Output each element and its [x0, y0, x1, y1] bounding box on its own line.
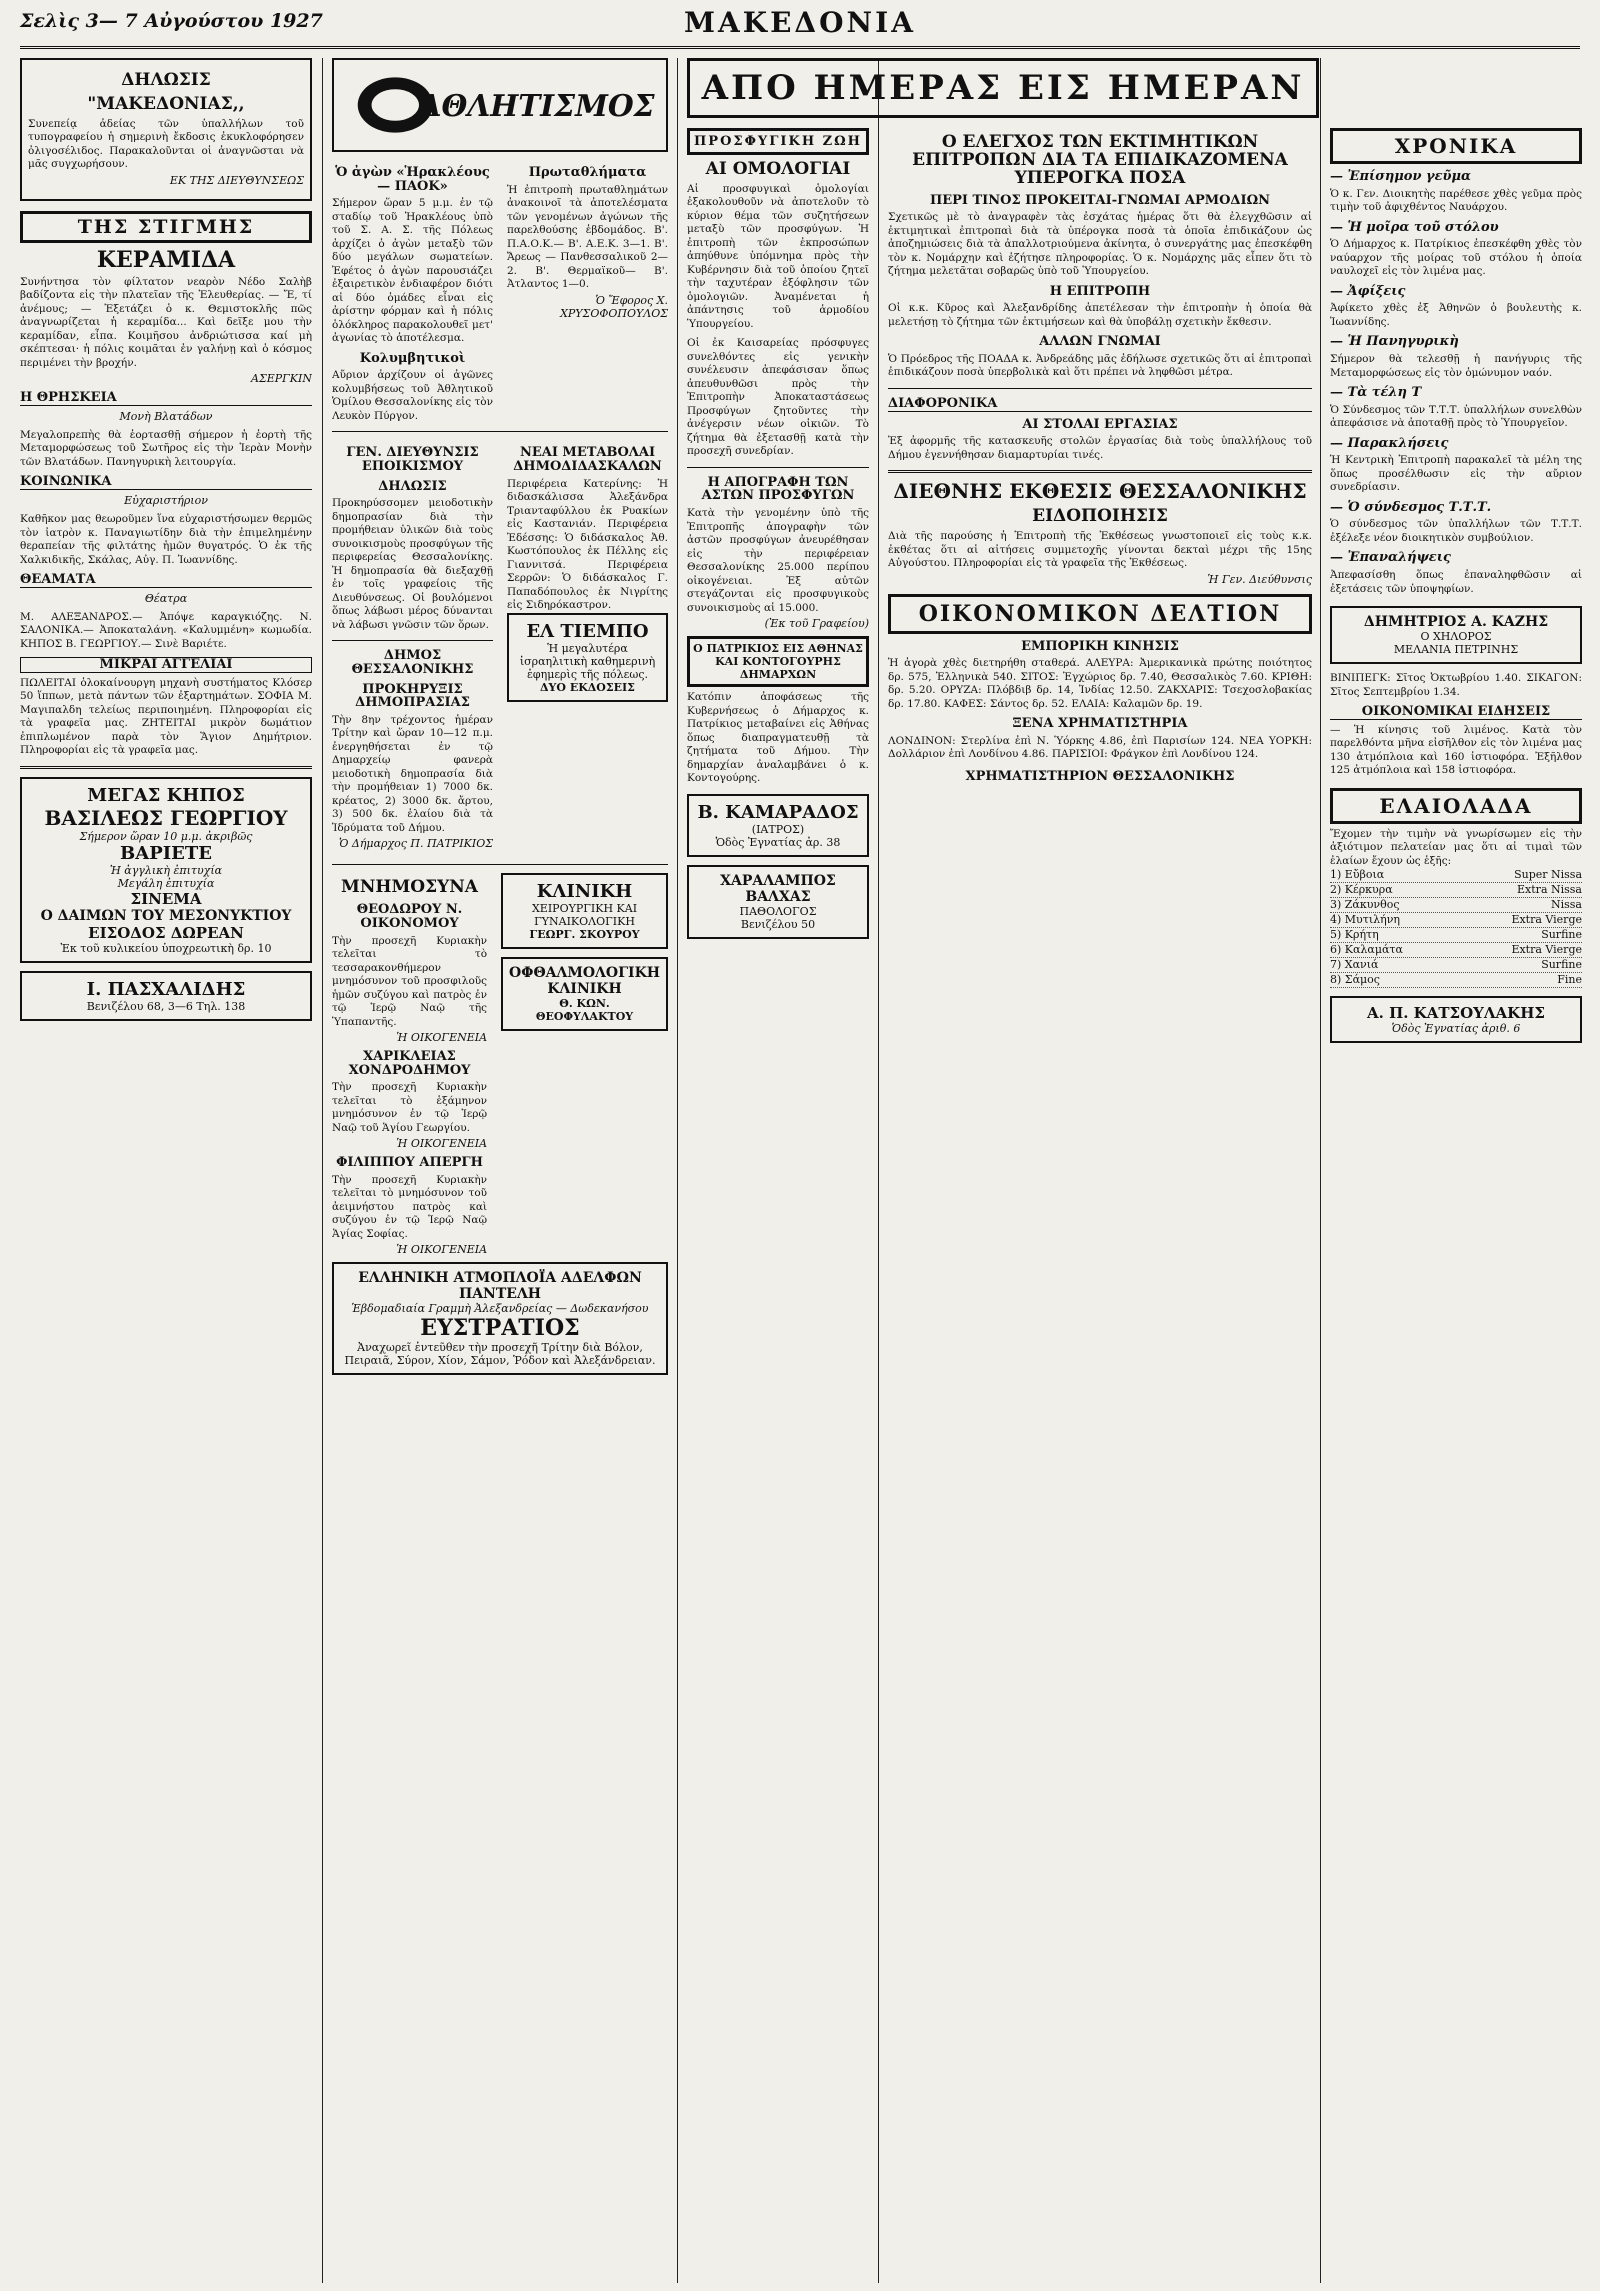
- section-title: ΟΙΚΟΝΟΜΙΚΑΙ ΕΙΔΗΣΕΙΣ: [1330, 705, 1582, 720]
- news-headline: — Ἀφίξεις: [1330, 283, 1406, 299]
- news-text: Σήμερον θὰ τελεσθῇ ἡ πανήγυρις τῆς Μεταμορφώσεως εἰς τὸν ὁμώνυμον ναόν.: [1330, 353, 1582, 379]
- news-headline: — Ὁ σύνδεσμος Τ.Τ.Τ.: [1330, 499, 1492, 515]
- article-text: Κατὰ τὴν γενομένην ὑπὸ τῆς Ἐπιτροπῆς ἀπογραφὴν τῶν ἀστῶν προσφύγων ἀνευρέθησαν εἰς τὴν περιφέρειαν Θεσσαλονίκης 25.000 περίπου οἰκογένειαι. Ἐξ αὐτῶν στεγάζονται εἰς προσφυγικοὺς συνοικισμοὺς αἱ 15.000.: [687, 507, 869, 614]
- list-item-value: Nissa: [1551, 898, 1582, 912]
- section-title: ΚΟΙΝΩΝΙΚΑ: [20, 475, 312, 490]
- masthead: [20, 6, 1580, 49]
- article-text: Συνήντησα τὸν φίλτατον νεαρὸν Νέδο Σαλὴβ βαδίζοντα εἰς τὴν πλατεῖαν τῆς Ἐλευθερίας. — Ἔ, τί ἀνέμους; — Ἐξετάζει ὁ κ. Θεμιστοκλῆς πῶς ἀναγνωρίζεται ἡ κεραμίδα... Καὶ δεῖξε μου τὴν κεραμίδαν, εἶπα. Κοιμῆσου ἀνδριώτισσα καί μὴ σκέπτεσαι· ἡ πόλις κοιμᾶται ἐν γαλήνῃ καὶ ὁ κόσμος περιμένει τὴν βροχήν.: [20, 275, 312, 369]
- list-item-name: 2) Κέρκυρα: [1330, 883, 1393, 897]
- notice-text: Προκηρύσσομεν μειοδοτικὴν δημοπρασίαν διὰ τὴν προμήθειαν ὑλικῶν διὰ τοὺς συνοικισμοὺς προσφύγων τῆς περιφερείας Θεσσαλονίκης. Ἡ δημοπρασία θὰ διεξαχθῇ ἐν τοῖς γραφείοις τῆς Διευθύνσεως. Οἱ βουλόμενοι ὅπως λάβωσι μέρος δύνανται νὰ λάβωσι γνῶσιν τῶν ὅρων.: [332, 497, 493, 631]
- clinic-advertisement: [501, 873, 668, 949]
- news-text: Ὁ Σύνδεσμος τῶν Τ.Τ.Τ. ὑπαλλήλων συνελθὼν ἀπεφάσισε νὰ ἀποταθῇ πρὸς τὸ Ὑπουργεῖον.: [1330, 403, 1582, 430]
- list-item-name: 3) Ζάκυνθος: [1330, 898, 1400, 912]
- ad-address: Βενιζέλου 68, 3—6 Τηλ. 138: [86, 999, 246, 1013]
- memorial-text: Τὴν προσεχῆ Κυριακὴν τελεῖται τὸ τεσσαρακονθήμερον μνημόσυνον τοῦ προσφιλοῦς ἡμῶν συζύγου καὶ πατρὸς ἐν τῷ Ἱερῷ Ναῷ τῆς Ὑπαπαντῆς.: [332, 934, 488, 1028]
- ad-text: Ἔχομεν τὴν τιμὴν νὰ γνωρίσωμεν εἰς τὴν ἀξιότιμον πελατείαν μας ὅτι αἱ τιμαὶ τῶν ἐλαίων ἔχουν ὡς ἑξῆς:: [1330, 827, 1582, 867]
- article-headline: ΞΕΝΑ ΧΡΗΜΑΤΙΣΤΗΡΙΑ: [1012, 716, 1188, 732]
- article-headline: ΕΜΠΟΡΙΚΗ ΚΙΝΗΣΙΣ: [1021, 638, 1179, 654]
- list-item: [1330, 928, 1582, 943]
- ad-name: Ι. ΠΑΣΧΑΛΙΔΗΣ: [86, 978, 246, 1000]
- page-banner-title: ΑΠΟ ΗΜΕΡΑΣ ΕΙΣ ΗΜΕΡΑΝ: [687, 58, 1319, 118]
- article-text: Μεγαλοπρεπὴς θὰ ἑορτασθῇ σήμερον ἡ ἑορτὴ τῆς Μεταμορφώσεως τοῦ Σωτῆρος εἰς τὴν Ἱερὰν Μονὴν τῶν Βλατάδων. Πανηγυρικὴ λειτουργία.: [20, 428, 312, 468]
- article-headline: ΑΙ ΟΜΟΛΟΓΙΑΙ: [705, 159, 851, 179]
- memorial-name: ΘΕΟΔΩΡΟΥ Ν. ΟΙΚΟΝΟΜΟΥ: [356, 902, 463, 931]
- news-headline: — Τὰ τέλη Τ: [1330, 385, 1422, 401]
- section-title: ΔΙΑΦΟΡΟΝΙΚΑ: [888, 397, 1312, 412]
- ad-name: ΧΑΡΑΛΑΜΠΟΣ ΒΑΛΧΑΣ: [720, 872, 836, 905]
- ad-subtitle: Ο ΧΗΛΟΡΟΣ: [1420, 630, 1492, 644]
- article-headline: ΑΙ ΣΤΟΛΑΙ ΕΡΓΑΣΙΑΣ: [1022, 416, 1178, 432]
- article-text: Σήμερον ὥραν 5 μ.μ. ἐν τῷ σταδίῳ τοῦ Ἡρακλέους ὑπὸ τοῦ Σ. Α. Σ. τῆς Πόλεως ἀρχίζει ὁ ἀγὼν μεταξὺ τῶν δύο μεγάλων σωματείων. Ἐφέτος ὁ ἀγὼν παρουσιάζει ἐξαιρετικὸν ἐνδιαφέρον διότι αἱ δύο ὁμάδες εἶναι εἰς ἀρίστην φόρμαν καὶ ἡ πόλις ὁλόκληρος παρακολουθεῖ μετ' ἀγωνίας τὸ ἀποτέλεσμα.: [332, 197, 493, 345]
- divider: [332, 864, 668, 865]
- memorial-signature: Ἡ ΟΙΚΟΓΕΝΕΙΑ: [396, 1243, 488, 1257]
- article-text: Διὰ τῆς παρούσης ἡ Ἐπιτροπὴ τῆς Ἐκθέσεως γνωστοποιεῖ εἰς τοὺς κ.κ. ἐκθέτας ὅτι αἱ αἰτήσεις συμμετοχῆς γίνονται δεκταὶ μέχρι τῆς 15ης Αὐγούστου. Πληροφορίαι εἰς τὰ γραφεῖα τῆς Ἐκθέσεως.: [888, 530, 1312, 570]
- article-subheadline: ΕΙΔΟΠΟΙΗΣΙΣ: [1032, 506, 1168, 527]
- article-signature: Ἡ Γεν. Διεύθυνσις: [1207, 572, 1312, 586]
- clinic-advertisement: [501, 957, 668, 1031]
- news-text: Ὁ κ. Γεν. Διοικητὴς παρέθεσε χθὲς γεῦμα πρὸς τιμὴν τοῦ ἀφιχθέντος Ναυάρχου.: [1330, 187, 1582, 214]
- section-title: ΜΙΚΡΑΙ ΑΓΓΕΛΙΑΙ: [20, 657, 312, 673]
- ad-line: Μεγάλη ἐπιτυχία: [117, 876, 215, 890]
- article-signature: Ὁ Ἔφορος Χ. ΧΡΥΣΟΦΟΠΟΥΛΟΣ: [560, 293, 668, 320]
- list-item-name: 5) Κρήτη: [1330, 928, 1379, 942]
- column-2: [332, 58, 668, 2283]
- article-text: Κατόπιν ἀποφάσεως τῆς Κυβερνήσεως ὁ Δήμαρχος κ. Πατρίκιος μεταβαίνει εἰς Ἀθήνας ὅπως διαπραγματευθῇ τὰ ζητήματα τοῦ Δήμου. Τὴν δημαρχίαν ἀναλαμβάνει ὁ κ. Κοντογούρης.: [687, 691, 869, 785]
- ad-line: Ἐκ τοῦ κυλικείου ὑποχρεωτικὴ δρ. 10: [60, 941, 272, 955]
- ad-title: ΕΛΛΗΝΙΚΗ ΑΤΜΟΠΛΟΪΑ ΑΔΕΛΦΩΝ ΠΑΝΤΕΛΗ: [358, 1270, 642, 1303]
- article-headline: Ὁ ἀγὼν «Ἡρακλέους — ΠΑΟΚ»: [335, 165, 490, 194]
- ad-title: ΜΕΓΑΣ ΚΗΠΟΣ: [87, 784, 245, 806]
- article-text: Οἱ ἐκ Καισαρείας πρόσφυγες συνελθόντες εἰς γενικὴν συνέλευσιν ἀπεφάσισαν ὅπως ἀπευθυνθῶσι πρὸς τὴν Ἐπιτροπὴν Ἀποκαταστάσεως Προσφύγων ζητοῦντες τὴν ἀνέγερσιν νέων οἰκιῶν. Τὸ ζήτημα θὰ ἐξετασθῇ κατὰ τὴν προσεχῆ συνεδρίαν.: [687, 337, 869, 458]
- notices-columns: [332, 440, 668, 856]
- column-1: [20, 58, 312, 2283]
- exchange-report: ΛΟΝΔΙΝΟΝ: Στερλίνα ἐπὶ Ν. Ὑόρκης 4.86, ἐπὶ Παρισίων 124. ΝΕΑ ΥΟΡΚΗ: Δολλάριον ἐπὶ Λονδίνου 4.86. ΠΑΡΙΣΙΟΙ: Φράγκον ἐπὶ Λονδίνου 124.: [888, 734, 1312, 761]
- news-headline: — Ἡ μοῖρα τοῦ στόλου: [1330, 219, 1499, 235]
- ad-name: ΔΗΜΗΤΡΙΟΣ Α. ΚΑΖΗΣ: [1363, 614, 1549, 631]
- news-text: Ἀφίκετο χθὲς ἐξ Ἀθηνῶν ὁ βουλευτὴς κ. Ἰωαννίδης.: [1330, 302, 1582, 328]
- newspaper-advertisement: [507, 613, 668, 702]
- ad-title: ΕΛ ΤΙΕΜΠΟ: [526, 620, 649, 642]
- list-item-value: Extra Vierge: [1511, 943, 1582, 957]
- section-subtitle: Μονὴ Βλατάδων: [119, 409, 213, 423]
- advertisement: [1330, 606, 1582, 664]
- article-text: Ἡ ἐπιτροπὴ πρωταθλημάτων ἀνακοινοῖ τὰ ἀποτελέσματα τῶν γενομένων ἀγώνων τῆς παρελθούσης ἑβδομάδος. Β'. Π.Α.Ο.Κ.— Β'. Α.Ε.Κ. 3—1. Β'. Ἄρεως — Πανθεσσαλικοῦ 2—2. Β'. Θερμαϊκοῦ— Β'. Ἀτλαντος 1—0.: [507, 183, 668, 291]
- section-title: ΤΗΣ ΣΤΙΓΜΗΣ: [20, 211, 312, 243]
- athletics-columns: [332, 160, 668, 423]
- memorial-signature: Ἡ ΟΙΚΟΓΕΝΕΙΑ: [396, 1137, 488, 1151]
- athletics-logo-image: [334, 60, 666, 150]
- notice-text: Συνεπείᾳ ἀδείας τῶν ὑπαλλήλων τοῦ τυπογραφείου ἡ σημερινὴ ἔκδοσις ἐκυκλοφόρησεν ὀλιγοσέλιδος. Παρακαλοῦνται οἱ ἀναγνῶσται νὰ μᾶς συγχωρήσουν.: [28, 117, 304, 171]
- athletics-logo: [332, 58, 668, 152]
- list-item: [1330, 943, 1582, 958]
- news-text: Ἀπεφασίσθη ὅπως ἐπαναληφθῶσιν αἱ ἐξετάσεις τῶν ὑποψηφίων.: [1330, 569, 1582, 595]
- section-subtitle: Θέατρα: [144, 591, 188, 605]
- olive-oil-list: [1330, 868, 1582, 988]
- advertisement: [20, 971, 312, 1021]
- article-text: Αἱ προσφυγικαὶ ὁμολογίαι ἐξακολουθοῦν νὰ ἀποτελοῦν τὸ κύριον θέμα τῶν συζητήσεων μεταξὺ τῶν προσφύγων. Ἡ ἐπιτροπὴ τῶν ἐκπροσώπων ἀπηύθυνε ὑπόμνημα πρὸς τὴν Κυβέρνησιν διὰ τοῦ ὁποίου ζητεῖ τὴν ταχυτέραν ἐξόφλησιν τῶν ὁμολογιῶν. Ἀναμένεται ἡ ἀπάντησις τοῦ ἁρμοδίου Ὑπουργείου.: [687, 182, 869, 330]
- newspaper-title: ΜΑΚΕΔΟΝΙΑ: [684, 6, 916, 39]
- article-text: Ἐξ ἀφορμῆς τῆς κατασκευῆς στολῶν ἐργασίας διὰ τοὺς ὑπαλλήλους τοῦ Δήμου ἐγεννήθησαν διαμαρτυρίαι τινές.: [888, 435, 1312, 461]
- article-headline: Η ΑΠΟΓΡΑΦΗ ΤΩΝ ΑΣΤΩΝ ΠΡΟΣΦΥΓΩΝ: [701, 474, 855, 504]
- article-headline: ΔΙΕΘΝΗΣ ΕΚΘΕΣΙΣ ΘΕΣΣΑΛΟΝΙΚΗΣ: [893, 479, 1307, 504]
- notice-signature: Ὁ Δήμαρχος Π. ΠΑΤΡΙΚΙΟΣ: [338, 837, 493, 851]
- market-report: Ἡ ἀγορὰ χθὲς διετηρήθη σταθερά. ΑΛΕΥΡΑ: Ἀμερικανικὰ πρώτης ποιότητος δρ. 575, Ἑλληνικὰ 540. ΣΙΤΟΣ: Ἐγχώριος δρ. 7.40, Θεσσαλικὸς 7.60. ΚΡΙΘΗ: δρ. 5.20. ΟΡΥΖΑ: Πλόβδιβ δρ. 14, Ἰνδίας 12.50. ΖΑΚΧΑΡΙΣ: Τσεχοσλοβακίας δρ. 17.80. ΚΑΦΕΣ: Σάντος δρ. 52. ΕΛΑΙΑ: Καλαμῶν δρ. 19.: [888, 657, 1312, 710]
- ad-address: Βενιζέλου 50: [740, 917, 816, 931]
- ad-name: ΓΕΩΡΓ. ΣΚΟΥΡΟΥ: [529, 928, 640, 942]
- page-date: Σελὶς 3— 7 Αὐγούστου 1927: [20, 10, 323, 32]
- list-item-name: 4) Μυτιλήνη: [1330, 913, 1400, 927]
- list-item-name: 6) Καλαμάτα: [1330, 943, 1403, 957]
- list-item: [1330, 883, 1582, 898]
- list-item-value: Surfine: [1541, 958, 1582, 972]
- doctor-advertisement: [687, 865, 869, 939]
- news-text: Ἡ Κεντρικὴ Ἐπιτροπὴ παρακαλεῖ τὰ μέλη της ὅπως προσέλθωσιν εἰς τὴν αὔριον συνεδρίασιν.: [1330, 454, 1582, 494]
- notice-title: ΔΗΛΩΣΙΣ: [121, 70, 211, 90]
- ad-line: ΕΙΣΟΔΟΣ ΔΩΡΕΑΝ: [88, 923, 244, 942]
- ad-title: ΟΦΘΑΛΜΟΛΟΓΙΚΗ ΚΛΙΝΙΚΗ: [509, 965, 660, 998]
- article-text: Σχετικῶς μὲ τὸ ἀναγραφὲν τὰς ἐσχάτας ἡμέρας ὅτι θὰ ἐλεγχθῶσιν αἱ ἐκτιμητικαὶ ἐπιτροπαὶ διὰ τὰ ὑπέρογκα ποσὰ τὰ ὁποῖα ἐπιδικάζουν ὡς ἀποζημιώσεις διὰ τὰ ἀπαλλοτριούμενα ἀκίνητα, ὁ συνεργάτης μας ἐπεσκέφθη τὸν κ. Νομάρχην καὶ ἐζήτησε πληροφορίας. Ὁ κ. Νομάρχης μᾶς εἶπεν ὅτι τὸ ζήτημα μελετᾶται σοβαρῶς ὑπὸ τοῦ Ὑπουργείου.: [888, 211, 1312, 278]
- ad-title: ΚΛΙΝΙΚΗ: [536, 881, 633, 903]
- notice-title: ΔΗΜΟΣ ΘΕΣΣΑΛΟΝΙΚΗΣ: [351, 648, 474, 677]
- shipping-advertisement: [332, 1262, 668, 1375]
- ad-name: ΒΑΣΙΛΕΩΣ ΓΕΩΡΓΙΟΥ: [44, 805, 288, 830]
- news-text: — Ἡ κίνησις τοῦ λιμένος. Κατὰ τὸν παρελθόντα μῆνα εἰσῆλθον εἰς τὸν λιμένα μας 130 ἀτμόπλοια καὶ 160 ἱστιοφόρα. Ἐξῆλθον 125 ἀτμόπλοια καὶ 158 ἱστιοφόρα.: [1330, 723, 1582, 777]
- memorial-text: Τὴν προσεχῆ Κυριακὴν τελεῖται τὸ ἑξάμηνον μνημόσυνον ἐν τῷ Ἱερῷ Ναῷ τοῦ Ἁγίου Γεωργίου.: [332, 1081, 488, 1134]
- list-item: [1330, 913, 1582, 928]
- article-subheadline: ΠΕΡΙ ΤΙΝΟΣ ΠΡΟΚΕΙΤΑΙ-ΓΝΩΜΑΙ ΑΡΜΟΔΙΩΝ: [929, 192, 1271, 208]
- column-rule: [1320, 58, 1321, 2283]
- notice-title: ΓΕΝ. ΔΙΕΥΘΥΝΣΙΣ ΕΠΟΙΚΙΣΜΟΥ: [346, 445, 479, 475]
- article-headline: Κολυμβητικοὶ: [359, 350, 466, 366]
- logo-lettering: ΑΘΛΗΤΙΣΜΟΣ: [418, 87, 655, 123]
- section-title: Ο ΠΑΤΡΙΚΙΟΣ ΕΙΣ ΑΘΗΝΑΣ ΚΑΙ ΚΟΝΤΟΓΟΥΡΗΣ ΔΗΜΑΡΧΩΝ: [687, 636, 869, 687]
- notice-subtitle: ΔΗΛΩΣΙΣ: [378, 478, 447, 494]
- ad-line: ΒΑΡΙΕΤΕ: [120, 842, 212, 864]
- list-item-value: Fine: [1557, 973, 1582, 987]
- section-title: Η ΘΡΗΣΚΕΙΑ: [20, 391, 312, 406]
- list-item: [1330, 958, 1582, 973]
- news-headline: — Ἐπαναλήψεις: [1330, 550, 1451, 566]
- article-headline: Πρωταθλήματα: [528, 165, 647, 180]
- ad-name: Β. ΚΑΜΑΡΑΔΟΣ: [697, 801, 859, 823]
- article-signature: ΑΣΕΡΓΚΙΝ: [251, 372, 312, 386]
- ad-subtitle: ΠΑΘΟΛΟΓΟΣ: [739, 904, 817, 918]
- garden-advertisement: [20, 777, 312, 963]
- list-item: [1330, 973, 1582, 988]
- list-item-name: 1) Εὔβοια: [1330, 868, 1385, 882]
- ad-subtitle: Ἑβδομαδιαία Γραμμὴ Ἀλεξανδρείας — Δωδεκανήσου: [351, 1302, 649, 1316]
- advertisement: [1330, 996, 1582, 1043]
- notice-text: Τὴν 8ην τρέχοντος ἡμέραν Τρίτην καὶ ὥραν 10—12 π.μ. ἐνεργηθήσεται ἐν τῷ Δημαρχείῳ φανερὰ μειοδοτικὴ δημοπρασία διὰ τὴν προμήθειαν 1) 7000 δκ. κρέατος, 2) 3000 δκ. ἄρτου, 3) 500 δκ. ἐλαίου διὰ τὰ Ἱδρύματα τοῦ Δήμου.: [332, 713, 493, 834]
- divider: [687, 467, 869, 468]
- divider: [332, 640, 493, 641]
- list-item-value: Extra Nissa: [1517, 883, 1582, 897]
- article-text: Ὁ Πρόεδρος τῆς ΠΟΑΔΑ κ. Ἀνδρεάδης μᾶς ἐδήλωσε σχετικῶς ὅτι αἱ ἐπιτροπαὶ ἐπιδικάζουν ποσὰ ὑπερβολικὰ καὶ ὅτι πρέπει νὰ ληφθῶσι μέτρα.: [888, 352, 1312, 379]
- notice-signature: ΕΚ ΤΗΣ ΔΙΕΥΘΥΝΣΕΩΣ: [169, 173, 304, 187]
- divider: [888, 470, 1312, 473]
- ad-text: Ἡ μεγαλυτέρα ἰσραηλιτικὴ καθημερινὴ ἐφημερὶς τῆς πόλεως.: [519, 641, 656, 681]
- article-subheadline: Η ΕΠΙΤΡΟΠΗ: [1049, 283, 1151, 299]
- list-item-name: 8) Σάμος: [1330, 973, 1380, 987]
- list-item-value: Extra Vierge: [1511, 913, 1582, 927]
- article-text: Καθῆκον μας θεωροῦμεν ἵνα εὐχαριστήσωμεν θερμῶς τὸν ἰατρὸν κ. Παναγιωτίδην διὰ τὴν ἐπιμελημένην θεραπείαν τῆς φιλτάτης ἡμῶν θυγατρός. Ὁ ἐκ τῆς Χαλκιδικῆς, Σκάλας, Αὐγ. Π. Ἰωαννίδης.: [20, 513, 312, 566]
- ad-subtitle: ΔΥΟ ΕΚΔΟΣΕΙΣ: [540, 680, 635, 694]
- column-4: [888, 128, 1312, 2278]
- article-text: Μ. ΑΛΕΞΑΝΔΡΟΣ.— Ἀπόψε καραγκιόζης. Ν. ΣΑΛΟΝΙΚΑ.— Ἀποκαταλάνη. «Καλυμμένη» κωμωδία. ΚΗΠΟΣ Β. ΓΕΩΡΓΙΟΥ.— Σινὲ Βαριέτε.: [20, 610, 312, 650]
- article-subheadline: ΑΛΛΩΝ ΓΝΩΜΑΙ: [1039, 334, 1161, 350]
- notice-subtitle: "ΜΑΚΕΔΟΝΙΑΣ,,: [87, 93, 245, 114]
- article-headline: ΧΡΗΜΑΤΙΣΤΗΡΙΟΝ ΘΕΣΣΑΛΟΝΙΚΗΣ: [965, 768, 1235, 784]
- article-headline: Ο ΕΛΕΓΧΟΣ ΤΩΝ ΕΚΤΙΜΗΤΙΚΩΝ ΕΠΙΤΡΟΠΩΝ ΔΙΑ ΤΑ ΕΠΙΔΙΚΑΖΟΜΕΝΑ ΥΠΕΡΟΓΚΑ ΠΟΣΑ: [912, 132, 1288, 188]
- article-text: Αὔριον ἀρχίζουν οἱ ἀγῶνες κολυμβήσεως τοῦ Ἀθλητικοῦ Ὁμίλου Θεσσαλονίκης εἰς τὸν Λευκὸν Πύργον.: [332, 369, 493, 422]
- article-headline: ΚΕΡΑΜΙΔΑ: [96, 246, 236, 273]
- news-headline: — Παρακλήσεις: [1330, 435, 1449, 451]
- ad-text: Ἀναχωρεῖ ἐντεῦθεν τὴν προσεχῆ Τρίτην διὰ Βόλον, Πειραιᾶ, Σύρον, Χίον, Σάμον, Ῥόδον καὶ Ἀλεξάνδρειαν.: [344, 1341, 656, 1368]
- section-title: ΕΛΑΙΟΛΑΔΑ: [1330, 788, 1582, 824]
- ad-name: Θ. ΚΩΝ. ΘΕΟΦΥΛΑΚΤΟΥ: [535, 997, 634, 1024]
- divider: [888, 388, 1312, 389]
- section-title: ΠΡΟΣΦΥΓΙΚΗ ΖΩΗ: [687, 128, 869, 155]
- ad-text: ΜΕΛΑΝΙΑ ΠΕΤΡΙΝΗΣ: [1393, 643, 1519, 657]
- news-text: Ὁ Δήμαρχος κ. Πατρίκιος ἐπεσκέφθη χθὲς τὸν ναύαρχον τῆς μοίρας τοῦ στόλου ἡ ὁποία ναυλοχεῖ εἰς τὸν λιμένα μας.: [1330, 238, 1582, 278]
- ad-name: Α. Π. ΚΑΤΣΟΥΛΑΚΗΣ: [1366, 1004, 1545, 1023]
- article-signature: (Ἐκ τοῦ Γραφείου): [764, 617, 869, 631]
- ad-subtitle: ΧΕΙΡΟΥΡΓΙΚΗ ΚΑΙ ΓΥΝΑΙΚΟΛΟΓΙΚΗ: [531, 902, 638, 929]
- list-item-value: Surfine: [1541, 928, 1582, 942]
- ad-subtitle: (ΙΑΤΡΟΣ): [751, 822, 805, 836]
- section-title: ΘΕΑΜΑΤΑ: [20, 573, 312, 588]
- ship-name: ΕΥΣΤΡΑΤΙΟΣ: [420, 1315, 580, 1342]
- news-headline: — Ἐπίσημον γεῦμα: [1330, 169, 1472, 184]
- news-text: Ὁ σύνδεσμος τῶν ὑπαλλήλων τῶν Τ.Τ.Τ. ἐξέλεξε νέον διοικητικὸν συμβούλιον.: [1330, 518, 1582, 544]
- doctor-advertisement: [687, 794, 869, 857]
- column-5: [1330, 128, 1582, 2278]
- list-item-value: Super Nissa: [1514, 868, 1582, 882]
- memorial-name: ΦΙΛΙΠΠΟΥ ΑΠΕΡΓΗ: [336, 1155, 483, 1171]
- notice-text: Περιφέρεια Κατερίνης: Ἡ διδασκάλισσα Ἀλεξάνδρα Τριανταφύλλου ἐκ Ρυακίων εἰς Καστανιάν. Περιφέρεια Ἐδέσσης: Ὁ διδάσκαλος Ἀθ. Κωστόπουλος ἐκ Πέλλης εἰς Γιαννιτσά. Περιφέρεια Σερρῶν: Ὁ διδάσκαλος Γ. Παπαδόπουλος ἐκ Νιγρίτης εἰς Σιδηρόκαστρον.: [507, 477, 668, 612]
- memorial-text: Τὴν προσεχῆ Κυριακὴν τελεῖται τὸ μνημόσυνον τοῦ ἀειμνήστου πατρὸς καὶ συζύγου ἐν τῷ Ἱερῷ Ναῷ Ἁγίας Σοφίας.: [332, 1173, 488, 1240]
- ad-line: ΣΙΝΕΜΑ: [130, 889, 202, 908]
- ad-address: Ὁδὸς Ἐγνατίας ἀρ. 38: [715, 835, 841, 849]
- market-report: ΒΙΝΙΠΕΓΚ: Σῖτος Ὀκτωβρίου 1.40. ΣΙΚΑΓΟΝ: Σῖτος Σεπτεμβρίου 1.34.: [1330, 672, 1582, 698]
- memorial-signature: Ἡ ΟΙΚΟΓΕΝΕΙΑ: [396, 1031, 488, 1045]
- column-rule: [677, 58, 678, 2283]
- section-title: ΧΡΟΝΙΚΑ: [1330, 128, 1582, 164]
- list-item-name: 7) Χανιά: [1330, 958, 1379, 972]
- ad-film-title: Ο ΔΑΙΜΩΝ ΤΟΥ ΜΕΣΟΝΥΚΤΙΟΥ: [40, 907, 292, 924]
- section-subtitle: Εὐχαριστήριον: [124, 494, 208, 508]
- page-banner: [687, 58, 1319, 120]
- ad-line: Ἡ ἀγγλικὴ ἐπιτυχία: [109, 863, 223, 877]
- ad-line: Σήμερον ὥραν 10 μ.μ. ἀκριβῶς: [79, 829, 253, 843]
- article-text: Οἱ κ.κ. Κῦρος καὶ Ἀλεξανδρίδης ἀπετέλεσαν τὴν ἐπιτροπὴν ἡ ὁποία θὰ μελετήσῃ τὸ ζήτημα τῶν ἐκτιμήσεων καὶ θὰ ὑποβάλῃ σχετικὴν ἔκθεσιν.: [888, 302, 1312, 328]
- list-item: [1330, 868, 1582, 883]
- column-rule: [878, 58, 879, 2283]
- notice-subtitle: ΠΡΟΚΗΡΥΞΙΣ ΔΗΜΟΠΡΑΣΙΑΣ: [355, 681, 470, 711]
- notice-box: [20, 58, 312, 201]
- news-headline: — Ἡ Πανηγυρικὴ: [1330, 334, 1459, 350]
- divider: [20, 766, 312, 769]
- memorial-columns: [332, 873, 668, 1262]
- section-title: ΜΝΗΜΟΣΥΝΑ: [341, 877, 478, 898]
- memorial-name: ΧΑΡΙΚΛΕΙΑΣ ΧΟΝΔΡΟΔΗΜΟΥ: [348, 1049, 471, 1078]
- notice-title: ΝΕΑΙ ΜΕΤΑΒΟΛΑΙ ΔΗΜΟΔΙΔΑΣΚΑΛΩΝ: [513, 445, 662, 475]
- list-item: [1330, 898, 1582, 913]
- section-banner: ΟΙΚΟΝΟΜΙΚΟΝ ΔΕΛΤΙΟΝ: [888, 594, 1312, 634]
- classifieds-text: ΠΩΛΕΙΤΑΙ ὁλοκαίνουργη μηχανὴ συστήματος Κλόσερ 50 ἵππων, μετὰ πάντων τῶν ἐξαρτημάτων. ΣΟΦΙΑ Μ. Μαγιπαλδη τελείως περιποιημένη. Πληροφορίαι εἰς τὰ γραφεῖα μας. ΖΗΤΕΙΤΑΙ μικρὸν δωμάτιον ἐπιπλωμένον παρὰ τὸν Ἅγιον Δημήτριον. Πληροφορίαι εἰς τὰ γραφεῖα μας.: [20, 676, 312, 757]
- column-rule: [322, 58, 323, 2283]
- column-3: [687, 128, 869, 2278]
- divider: [332, 431, 668, 432]
- ad-address: Ὁδὸς Ἐγνατίας ἀριθ. 6: [1391, 1022, 1521, 1036]
